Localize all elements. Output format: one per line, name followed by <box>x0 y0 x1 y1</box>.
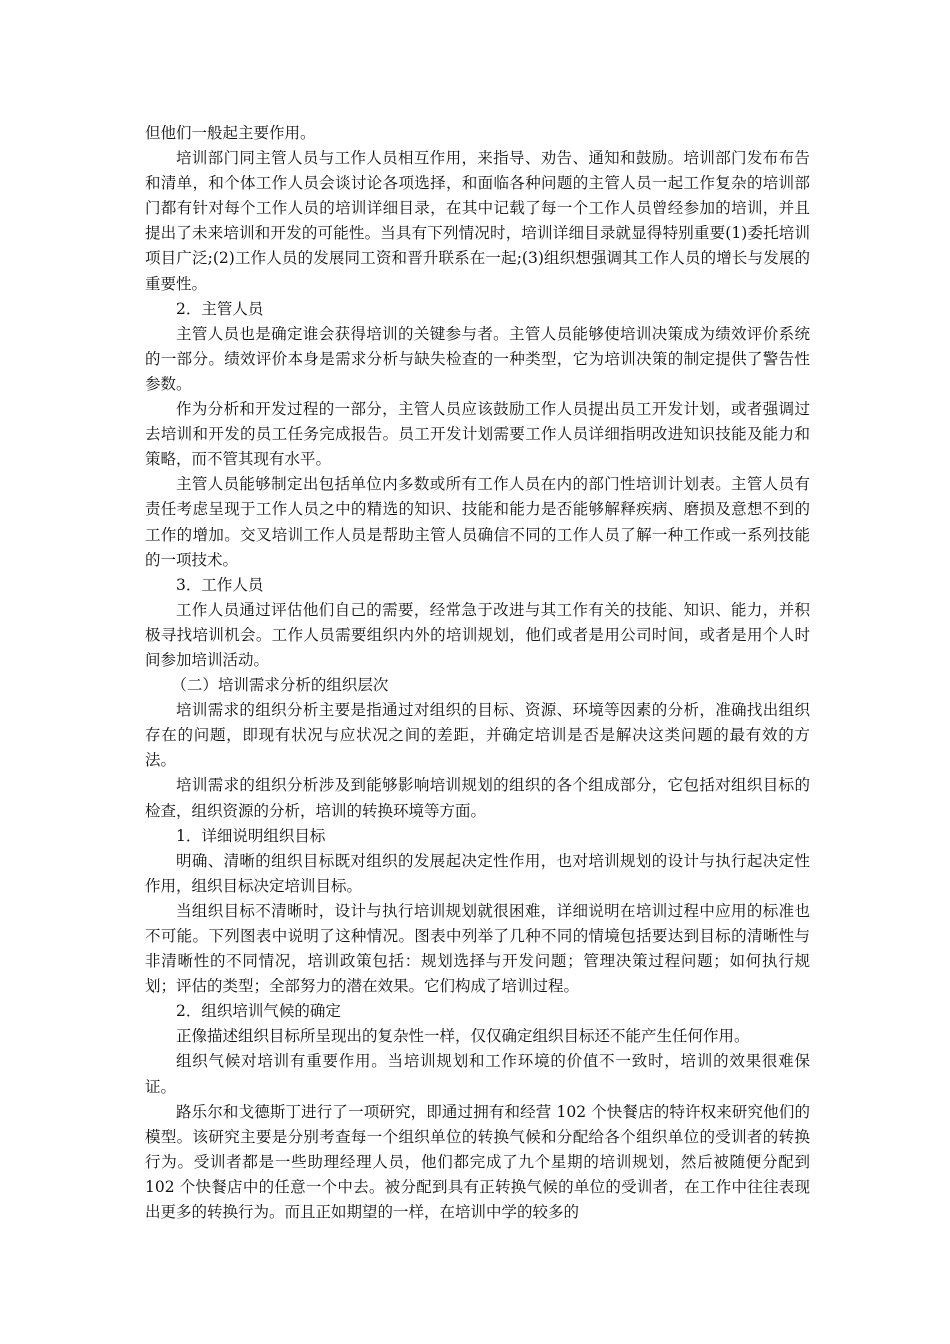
heading-staff: 3．工作人员 <box>176 575 264 594</box>
paragraph-supervisors-plan: 主管人员能够制定出包括单位内多数或所有工作人员在内的部门性培训计划表。主管人员有责任考虑呈现于工作人员之中的精选的知识、技能和能力是否能够解释疾病、磨损及意想不到的工作的增加。交叉培训工作人员是帮助主管人员确信不同的工作人员了解一种工作或一系列技能的一项技术。 <box>145 475 810 569</box>
paragraph-continuation: 但他们一般起主要作用。 <box>145 124 316 142</box>
paragraph-training-department: 培训部门同主管人员与工作人员相互作用，来指导、劝告、通知和鼓励。培训部门发布布告和清单，和个体工作人员会谈讨论各项选择，和面临各种问题的主管人员一起工作复杂的培训部门都有针对每个工作人员的培训详细目录，在其中记载了每一个工作人员曾经参加的培训，并且提出了未来培训和开发的可能性。当具有下列情况时，培训详细目录就显得特别重要(1)委托培训项目广泛;(2)工作人员的发展同工资和晋升联系在一起;(3)组织想强调其工作人员的增长与发展的重要性。 <box>145 149 810 293</box>
paragraph-research: 路乐尔和戈德斯丁进行了一项研究，即通过拥有和经营 102 个快餐店的特许权来研究他们的模型。该研究主要是分别考查每一个组织单位的转换气候和分配给各个组织单位的受训者的转换行为。受训者都是一些助理经理人员，他们都完成了九个星期的培训规划，然后被随便分配到 102 个快餐店中的任意一个中去。被分配到具有正转换气候的单位的受训者，在工作中往往表现出更多的转换行为。而且正如期望的一样，在培训中学的较多的 <box>145 1102 810 1222</box>
heading-supervisors: 2．主管人员 <box>176 299 264 318</box>
paragraph-supervisors-key: 主管人员也是确定谁会获得培训的关键参与者。主管人员能够使培训决策成为绩效评价系统的一部分。绩效评价本身是需求分析与缺失检查的一种类型，它为培训决策的制定提供了警告性参数。 <box>145 324 810 393</box>
heading-training-climate: 2．组织培训气候的确定 <box>176 1002 341 1021</box>
paragraph-org-components: 培训需求的组织分析涉及到能够影响培训规划的组织的各个组成部分，它包括对组织目标的检查，组织资源的分析，培训的转换环境等方面。 <box>145 776 810 820</box>
paragraph-clear-goals: 明确、清晰的组织目标既对组织的发展起决定性作用，也对培训规划的设计与执行起决定性作用，组织目标决定培训目标。 <box>145 851 810 895</box>
document-page <box>145 121 810 1225</box>
paragraph-unclear-goals: 当组织目标不清晰时，设计与执行培训规划就很困难，详细说明在培训过程中应用的标准也不可能。下列图表中说明了这种情况。图表中列举了几种不同的情境包括要达到目标的清晰性与非清晰性的不同情况，培训政策包括：规划选择与开发问题；管理决策过程问题；如何执行规划；评估的类型；全部努力的潜在效果。它们构成了培训过程。 <box>145 901 810 996</box>
paragraph-org-analysis: 培训需求的组织分析主要是指通过对组织的目标、资源、环境等因素的分析，准确找出组织存在的问题，即现有状况与应状况之间的差距，并确定培训是否是解决这类问题的最有效的方法。 <box>145 701 810 770</box>
heading-org-goals: 1．详细说明组织目标 <box>176 826 326 845</box>
paragraph-complexity: 正像描述组织目标所呈现出的复杂性一样，仅仅确定组织目标还不能产生任何作用。 <box>176 1027 750 1046</box>
paragraph-staff: 工作人员通过评估他们自己的需要，经常急于改进与其工作有关的技能、知识、能力，并积极寻找培训机会。工作人员需要组织内外的培训规划，他们或者是用公司时间，或者是用个人时间参加培训活动。 <box>145 600 810 669</box>
paragraph-supervisors-development: 作为分析和开发过程的一部分，主管人员应该鼓励工作人员提出员工开发计划，或者强调过去培训和开发的员工任务完成报告。员工开发计划需要工作人员详细指明改进知识技能及能力和策略，而不管其现有水平。 <box>145 400 810 469</box>
paragraph-climate-importance: 组织气候对培训有重要作用。当培训规划和工作环境的价值不一致时，培训的效果很难保证。 <box>145 1052 810 1096</box>
heading-organization-level: （二）培训需求分析的组织层次 <box>171 676 389 695</box>
